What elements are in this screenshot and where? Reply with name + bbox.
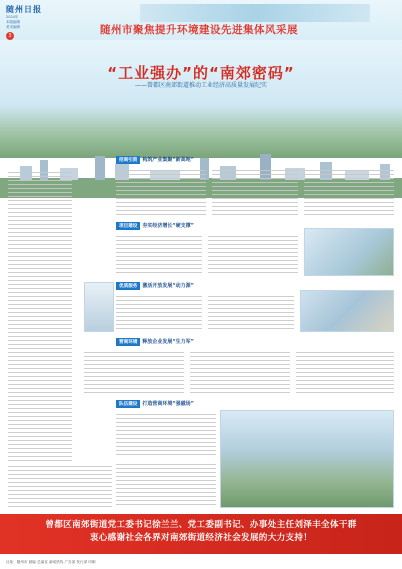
article-text	[190, 352, 290, 396]
banner-title: 随州市聚焦提升环境建设先进集体风采展	[100, 24, 298, 36]
aerial-photo	[220, 410, 394, 508]
issue-line: 2024年	[6, 15, 19, 19]
page-number-badge: 3	[6, 32, 14, 40]
section-title: 夯实经济增长“硬支撑”	[142, 223, 194, 229]
section-title: 构筑产业集聚“新高地”	[142, 157, 194, 163]
section-tag: 项目建设	[116, 222, 140, 230]
section-title: 激活开放发展“动力源”	[142, 283, 194, 289]
page-footer: 社址：随州市 邮编 总编室 新闻热线 广告部 发行部 印刷	[6, 560, 96, 564]
section-heading	[116, 400, 194, 410]
hero-title: “工业强办”的“南郊密码”	[107, 64, 295, 82]
section-tag: 优质服务	[116, 282, 140, 290]
section-heading	[116, 156, 194, 166]
section-tag: 营商环境	[116, 338, 140, 346]
article-text	[84, 352, 184, 396]
issue-info	[6, 15, 76, 30]
article-text	[296, 352, 394, 396]
masthead-strap	[140, 4, 370, 22]
masthead	[0, 0, 402, 40]
section-title: 打造营商环境“强磁场”	[142, 401, 194, 407]
hero-subtitle: ——曾都区南郊街道推动工业经济高质量发展纪实	[134, 82, 267, 89]
issue-line: 本版编辑	[6, 20, 20, 24]
section-tag: 招商引资	[116, 156, 140, 164]
section-tag: 队伍建设	[116, 400, 140, 408]
newspaper-logo: 随州日报	[6, 5, 42, 14]
hero-image	[0, 40, 402, 158]
article-text	[116, 236, 202, 276]
banner-line-1: 曾都区南郊街道党工委书记徐兰兰、党工委副书记、办事处主任刘泽丰全体干群	[45, 520, 357, 530]
banner-line-2: 衷心感谢社会各界对南郊街道经济社会发展的大力支持！	[89, 533, 313, 543]
article-text	[208, 296, 294, 332]
article-text	[208, 236, 298, 276]
construction-photo	[300, 290, 394, 332]
section-heading	[116, 222, 194, 232]
factory-photo	[304, 228, 394, 276]
article-text	[212, 170, 298, 218]
section-title: 释放企业发展“生力军”	[142, 339, 194, 345]
article-text	[116, 170, 206, 218]
article-text	[304, 170, 394, 218]
article-text	[116, 414, 216, 458]
article-text	[116, 464, 216, 508]
building-photo	[84, 282, 114, 332]
issue-line: 美术编辑	[6, 25, 20, 29]
section-heading	[116, 338, 194, 348]
article-text	[8, 466, 112, 508]
article-text	[116, 296, 202, 332]
side-column-text	[8, 172, 72, 462]
section-heading	[116, 282, 194, 292]
